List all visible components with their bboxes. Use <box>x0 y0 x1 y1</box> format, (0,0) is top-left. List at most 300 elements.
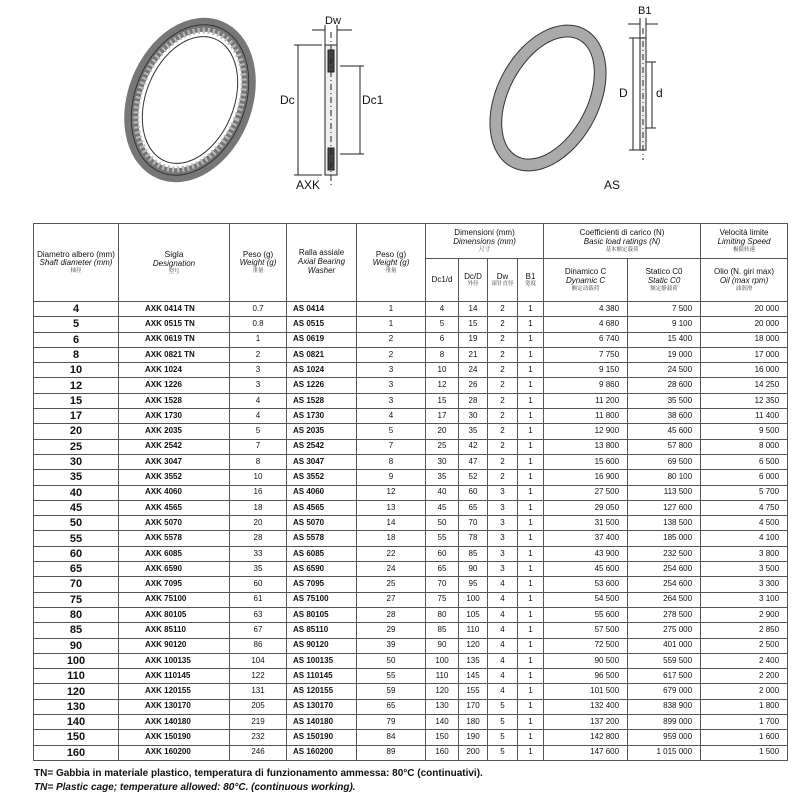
cell-b1: 1 <box>518 546 544 561</box>
cell-static: 80 100 <box>628 470 701 485</box>
cell-washer: AS 6085 <box>287 546 357 561</box>
cell-washer: AS 110145 <box>287 669 357 684</box>
cell-b1: 1 <box>518 470 544 485</box>
cell-washer: AS 1528 <box>287 393 357 408</box>
cell-b1: 1 <box>518 302 544 317</box>
cell-speed: 2 400 <box>701 653 788 668</box>
cell-static: 264 500 <box>628 592 701 607</box>
cell-weight-as: 3 <box>357 378 426 393</box>
cell-dcd: 100 <box>459 592 488 607</box>
table-row <box>34 531 788 546</box>
cell-dc1: 6 <box>426 332 459 347</box>
cell-shaft-diameter: 90 <box>34 638 119 653</box>
cell-b1: 1 <box>518 623 544 638</box>
cell-designation: AXK 1730 <box>119 409 230 424</box>
cell-dw: 2 <box>488 302 518 317</box>
cell-dw: 4 <box>488 577 518 592</box>
cell-dcd: 19 <box>459 332 488 347</box>
header-dc1: Dc1/d <box>426 259 459 302</box>
cell-dw: 2 <box>488 317 518 332</box>
cell-dc1: 4 <box>426 302 459 317</box>
cell-designation: AXK 75100 <box>119 592 230 607</box>
product-drawings <box>0 0 800 215</box>
cell-speed: 3 800 <box>701 546 788 561</box>
cell-weight-as: 65 <box>357 699 426 714</box>
table-row <box>34 562 788 577</box>
cell-washer: AS 150190 <box>287 730 357 745</box>
cell-b1: 1 <box>518 577 544 592</box>
cell-washer: AS 0414 <box>287 302 357 317</box>
cell-dw: 4 <box>488 684 518 699</box>
cell-washer: AS 3552 <box>287 470 357 485</box>
cell-weight-axk: 18 <box>230 500 287 515</box>
cell-static: 185 000 <box>628 531 701 546</box>
cell-speed: 1 700 <box>701 715 788 730</box>
cell-designation: AXK 0515 TN <box>119 317 230 332</box>
cell-dw: 3 <box>488 500 518 515</box>
cell-dcd: 110 <box>459 623 488 638</box>
cell-b1: 1 <box>518 592 544 607</box>
cell-dc1: 85 <box>426 623 459 638</box>
table-row <box>34 485 788 500</box>
cell-dw: 4 <box>488 669 518 684</box>
cell-speed: 2 000 <box>701 684 788 699</box>
cell-b1: 1 <box>518 607 544 622</box>
cell-dw: 5 <box>488 730 518 745</box>
cell-weight-axk: 28 <box>230 531 287 546</box>
cell-weight-axk: 61 <box>230 592 287 607</box>
cell-weight-as: 9 <box>357 470 426 485</box>
as-section-drawing <box>628 18 658 160</box>
cell-b1: 1 <box>518 317 544 332</box>
cell-dcd: 90 <box>459 562 488 577</box>
cell-weight-axk: 60 <box>230 577 287 592</box>
cell-dynamic: 27 500 <box>544 485 628 500</box>
cell-static: 127 600 <box>628 500 701 515</box>
cell-dc1: 90 <box>426 638 459 653</box>
cell-dcd: 52 <box>459 470 488 485</box>
cell-dw: 2 <box>488 347 518 362</box>
cell-weight-as: 5 <box>357 424 426 439</box>
cell-shaft-diameter: 130 <box>34 699 119 714</box>
cell-shaft-diameter: 75 <box>34 592 119 607</box>
cell-speed: 4 100 <box>701 531 788 546</box>
cell-dc1: 140 <box>426 715 459 730</box>
cell-dc1: 12 <box>426 378 459 393</box>
cell-static: 899 000 <box>628 715 701 730</box>
cell-weight-axk: 1 <box>230 332 287 347</box>
cell-dw: 2 <box>488 454 518 469</box>
cell-dcd: 35 <box>459 424 488 439</box>
cell-dcd: 85 <box>459 546 488 561</box>
cell-designation: AXK 80105 <box>119 607 230 622</box>
cell-washer: AS 4060 <box>287 485 357 500</box>
cell-static: 679 000 <box>628 684 701 699</box>
cell-speed: 6 000 <box>701 470 788 485</box>
cell-designation: AXK 6590 <box>119 562 230 577</box>
cell-designation: AXK 0619 TN <box>119 332 230 347</box>
cell-washer: AS 160200 <box>287 745 357 760</box>
as-inner-d-label: d <box>656 86 663 100</box>
cell-static: 1 015 000 <box>628 745 701 760</box>
table-row <box>34 516 788 531</box>
cell-designation: AXK 0414 TN <box>119 302 230 317</box>
table-row <box>34 745 788 760</box>
cell-speed: 2 850 <box>701 623 788 638</box>
cell-designation: AXK 85110 <box>119 623 230 638</box>
cell-static: 617 500 <box>628 669 701 684</box>
cell-dw: 3 <box>488 516 518 531</box>
cell-weight-as: 18 <box>357 531 426 546</box>
cell-dc1: 45 <box>426 500 459 515</box>
cell-b1: 1 <box>518 531 544 546</box>
cell-washer: AS 80105 <box>287 607 357 622</box>
cell-dcd: 21 <box>459 347 488 362</box>
cell-dynamic: 43 900 <box>544 546 628 561</box>
cell-speed: 11 400 <box>701 409 788 424</box>
cell-dw: 2 <box>488 424 518 439</box>
cell-designation: AXK 5578 <box>119 531 230 546</box>
cell-weight-as: 89 <box>357 745 426 760</box>
cell-washer: AS 75100 <box>287 592 357 607</box>
cell-weight-as: 79 <box>357 715 426 730</box>
cell-washer: AS 90120 <box>287 638 357 653</box>
cell-dc1: 35 <box>426 470 459 485</box>
cell-shaft-diameter: 40 <box>34 485 119 500</box>
cell-b1: 1 <box>518 347 544 362</box>
cell-weight-as: 55 <box>357 669 426 684</box>
table-row <box>34 684 788 699</box>
cell-b1: 1 <box>518 516 544 531</box>
table-row <box>34 302 788 317</box>
cell-dynamic: 137 200 <box>544 715 628 730</box>
cell-weight-as: 1 <box>357 317 426 332</box>
cell-dc1: 50 <box>426 516 459 531</box>
cell-speed: 20 000 <box>701 317 788 332</box>
cell-speed: 14 250 <box>701 378 788 393</box>
cell-shaft-diameter: 100 <box>34 653 119 668</box>
cell-weight-axk: 219 <box>230 715 287 730</box>
cell-weight-axk: 246 <box>230 745 287 760</box>
cell-static: 138 500 <box>628 516 701 531</box>
cell-dynamic: 4 680 <box>544 317 628 332</box>
cell-designation: AXK 5070 <box>119 516 230 531</box>
cell-shaft-diameter: 120 <box>34 684 119 699</box>
cell-designation: AXK 110145 <box>119 669 230 684</box>
cell-weight-as: 13 <box>357 500 426 515</box>
cell-b1: 1 <box>518 669 544 684</box>
cell-weight-axk: 35 <box>230 562 287 577</box>
cell-dw: 2 <box>488 378 518 393</box>
cell-weight-axk: 7 <box>230 439 287 454</box>
cell-dynamic: 13 800 <box>544 439 628 454</box>
cell-designation: AXK 0821 TN <box>119 347 230 362</box>
cell-weight-as: 3 <box>357 393 426 408</box>
footnote-italian: TN= Gabbia in materiale plastico, temperatura di funzionamento ammessa: 80°C (continuativi). <box>34 768 483 779</box>
cell-b1: 1 <box>518 454 544 469</box>
cell-dynamic: 57 500 <box>544 623 628 638</box>
cell-dcd: 30 <box>459 409 488 424</box>
cell-static: 15 400 <box>628 332 701 347</box>
cell-weight-as: 84 <box>357 730 426 745</box>
cell-static: 232 500 <box>628 546 701 561</box>
cell-b1: 1 <box>518 439 544 454</box>
table-row <box>34 317 788 332</box>
cell-dynamic: 11 800 <box>544 409 628 424</box>
cell-dc1: 55 <box>426 531 459 546</box>
bearing-spec-table <box>33 223 788 761</box>
cell-dcd: 14 <box>459 302 488 317</box>
cell-dynamic: 6 740 <box>544 332 628 347</box>
header-dimensions: Dimensioni (mm) Dimensions (mm) 尺寸 <box>426 224 544 259</box>
cell-static: 113 500 <box>628 485 701 500</box>
cell-speed: 4 500 <box>701 516 788 531</box>
cell-weight-axk: 4 <box>230 409 287 424</box>
cell-dcd: 145 <box>459 669 488 684</box>
cell-dynamic: 53 600 <box>544 577 628 592</box>
cell-static: 57 800 <box>628 439 701 454</box>
cell-speed: 20 000 <box>701 302 788 317</box>
cell-dw: 3 <box>488 546 518 561</box>
cell-dc1: 70 <box>426 577 459 592</box>
cell-speed: 18 000 <box>701 332 788 347</box>
cell-dc1: 20 <box>426 424 459 439</box>
cell-weight-axk: 86 <box>230 638 287 653</box>
cell-weight-axk: 3 <box>230 378 287 393</box>
cell-weight-axk: 20 <box>230 516 287 531</box>
cell-static: 28 600 <box>628 378 701 393</box>
cell-speed: 4 750 <box>701 500 788 515</box>
cell-dc1: 15 <box>426 393 459 408</box>
cell-dynamic: 142 800 <box>544 730 628 745</box>
table-row <box>34 715 788 730</box>
header-limiting-speed: Velocità limite Limiting Speed 极限转速 <box>701 224 788 259</box>
cell-dw: 2 <box>488 439 518 454</box>
cell-dc1: 65 <box>426 562 459 577</box>
cell-speed: 9 500 <box>701 424 788 439</box>
cell-speed: 1 500 <box>701 745 788 760</box>
cell-b1: 1 <box>518 699 544 714</box>
axk-dw-label: Dw <box>325 15 341 27</box>
cell-static: 9 100 <box>628 317 701 332</box>
cell-shaft-diameter: 20 <box>34 424 119 439</box>
table-row <box>34 623 788 638</box>
cell-dcd: 26 <box>459 378 488 393</box>
table-row <box>34 592 788 607</box>
cell-b1: 1 <box>518 500 544 515</box>
cell-designation: AXK 3047 <box>119 454 230 469</box>
cell-dcd: 60 <box>459 485 488 500</box>
cell-washer: AS 120155 <box>287 684 357 699</box>
cell-shaft-diameter: 12 <box>34 378 119 393</box>
cell-dynamic: 29 050 <box>544 500 628 515</box>
cell-dw: 3 <box>488 562 518 577</box>
cell-designation: AXK 1226 <box>119 378 230 393</box>
cell-static: 278 500 <box>628 607 701 622</box>
cell-speed: 2 200 <box>701 669 788 684</box>
cell-dc1: 25 <box>426 439 459 454</box>
cell-static: 38 600 <box>628 409 701 424</box>
cell-dynamic: 9 860 <box>544 378 628 393</box>
cell-dcd: 180 <box>459 715 488 730</box>
cell-weight-axk: 131 <box>230 684 287 699</box>
cell-dw: 3 <box>488 485 518 500</box>
header-designation: Sigla Designation 型号 <box>119 224 230 302</box>
cell-dcd: 15 <box>459 317 488 332</box>
table-row <box>34 546 788 561</box>
cell-dcd: 155 <box>459 684 488 699</box>
cell-washer: AS 0821 <box>287 347 357 362</box>
axk-section-drawing <box>294 25 364 188</box>
header-b1: B1 宽度 <box>518 259 544 302</box>
cell-static: 7 500 <box>628 302 701 317</box>
cell-speed: 2 500 <box>701 638 788 653</box>
cell-static: 254 600 <box>628 562 701 577</box>
cell-designation: AXK 6085 <box>119 546 230 561</box>
table-row <box>34 500 788 515</box>
cell-dc1: 40 <box>426 485 459 500</box>
header-dynamic: Dinamico C Dynamic C 额定动载荷 <box>544 259 628 302</box>
cell-dw: 4 <box>488 592 518 607</box>
cell-speed: 3 300 <box>701 577 788 592</box>
cell-dcd: 47 <box>459 454 488 469</box>
cell-weight-as: 2 <box>357 347 426 362</box>
cell-static: 401 000 <box>628 638 701 653</box>
cell-designation: AXK 100135 <box>119 653 230 668</box>
cell-weight-axk: 63 <box>230 607 287 622</box>
cell-dw: 5 <box>488 715 518 730</box>
cell-dcd: 120 <box>459 638 488 653</box>
cell-shaft-diameter: 25 <box>34 439 119 454</box>
cell-washer: AS 7095 <box>287 577 357 592</box>
cell-shaft-diameter: 35 <box>34 470 119 485</box>
table-row <box>34 347 788 362</box>
cell-speed: 2 900 <box>701 607 788 622</box>
cell-dynamic: 16 900 <box>544 470 628 485</box>
drawings-svg <box>0 0 800 215</box>
as-washer-illustration <box>466 5 629 191</box>
cell-weight-axk: 10 <box>230 470 287 485</box>
cell-dcd: 200 <box>459 745 488 760</box>
as-b1-label: B1 <box>638 5 652 17</box>
cell-dc1: 10 <box>426 363 459 378</box>
cell-shaft-diameter: 80 <box>34 607 119 622</box>
cell-dcd: 95 <box>459 577 488 592</box>
axk-dc1-label: Dc1 <box>362 93 384 107</box>
cell-weight-axk: 5 <box>230 424 287 439</box>
cell-weight-axk: 4 <box>230 393 287 408</box>
cell-weight-axk: 8 <box>230 454 287 469</box>
cell-shaft-diameter: 70 <box>34 577 119 592</box>
cell-dw: 4 <box>488 623 518 638</box>
cell-b1: 1 <box>518 730 544 745</box>
cell-washer: AS 0619 <box>287 332 357 347</box>
footnote-english: TN= Plastic cage; temperature allowed: 80°C. (continuous working). <box>34 782 356 793</box>
cell-speed: 8 000 <box>701 439 788 454</box>
cell-washer: AS 6590 <box>287 562 357 577</box>
cell-weight-as: 27 <box>357 592 426 607</box>
header-weight-axk: Peso (g) Weight (g) 重量 <box>230 224 287 302</box>
cell-static: 69 500 <box>628 454 701 469</box>
cell-dc1: 130 <box>426 699 459 714</box>
cell-static: 275 000 <box>628 623 701 638</box>
cell-weight-as: 8 <box>357 454 426 469</box>
cell-dw: 4 <box>488 638 518 653</box>
cell-designation: AXK 1024 <box>119 363 230 378</box>
cell-weight-as: 50 <box>357 653 426 668</box>
cell-shaft-diameter: 65 <box>34 562 119 577</box>
cell-dynamic: 101 500 <box>544 684 628 699</box>
cell-dc1: 30 <box>426 454 459 469</box>
cell-designation: AXK 3552 <box>119 470 230 485</box>
cell-speed: 3 100 <box>701 592 788 607</box>
cell-dw: 4 <box>488 653 518 668</box>
cell-washer: AS 1226 <box>287 378 357 393</box>
cell-dynamic: 55 600 <box>544 607 628 622</box>
cell-dynamic: 45 600 <box>544 562 628 577</box>
cell-shaft-diameter: 60 <box>34 546 119 561</box>
cell-static: 24 500 <box>628 363 701 378</box>
cell-designation: AXK 90120 <box>119 638 230 653</box>
cell-dw: 4 <box>488 607 518 622</box>
cell-designation: AXK 4060 <box>119 485 230 500</box>
cell-b1: 1 <box>518 332 544 347</box>
cell-shaft-diameter: 17 <box>34 409 119 424</box>
table-row <box>34 730 788 745</box>
cell-weight-as: 29 <box>357 623 426 638</box>
table-row <box>34 454 788 469</box>
table-row <box>34 699 788 714</box>
header-shaft-diameter: Diametro albero (mm) Shaft diameter (mm) 轴径 <box>34 224 119 302</box>
cell-washer: AS 3047 <box>287 454 357 469</box>
cell-dynamic: 37 400 <box>544 531 628 546</box>
cell-dcd: 190 <box>459 730 488 745</box>
cell-speed: 1 600 <box>701 730 788 745</box>
cell-designation: AXK 2035 <box>119 424 230 439</box>
cell-washer: AS 4565 <box>287 500 357 515</box>
cell-dc1: 17 <box>426 409 459 424</box>
cell-dw: 2 <box>488 332 518 347</box>
cell-shaft-diameter: 160 <box>34 745 119 760</box>
cell-b1: 1 <box>518 653 544 668</box>
table-row <box>34 470 788 485</box>
cell-designation: AXK 150190 <box>119 730 230 745</box>
axk-dc-label: Dc <box>280 93 295 107</box>
table-row <box>34 393 788 408</box>
cell-weight-as: 39 <box>357 638 426 653</box>
cell-dcd: 42 <box>459 439 488 454</box>
cell-b1: 1 <box>518 715 544 730</box>
cell-weight-as: 1 <box>357 302 426 317</box>
cell-b1: 1 <box>518 485 544 500</box>
header-oil-speed: Olio (N. giri max) Oil (max rpm) 油润滑 <box>701 259 788 302</box>
cell-b1: 1 <box>518 378 544 393</box>
table-row <box>34 653 788 668</box>
cell-static: 959 000 <box>628 730 701 745</box>
cell-shaft-diameter: 4 <box>34 302 119 317</box>
axk-bearing-illustration <box>110 7 270 193</box>
cell-weight-as: 25 <box>357 577 426 592</box>
header-dw: Dw 滚针直径 <box>488 259 518 302</box>
as-outer-d-label: D <box>619 86 628 100</box>
cell-dynamic: 147 600 <box>544 745 628 760</box>
cell-washer: AS 100135 <box>287 653 357 668</box>
cell-dc1: 80 <box>426 607 459 622</box>
cell-static: 254 600 <box>628 577 701 592</box>
cell-speed: 1 800 <box>701 699 788 714</box>
axk-caption: AXK <box>296 178 321 192</box>
cell-dynamic: 12 900 <box>544 424 628 439</box>
